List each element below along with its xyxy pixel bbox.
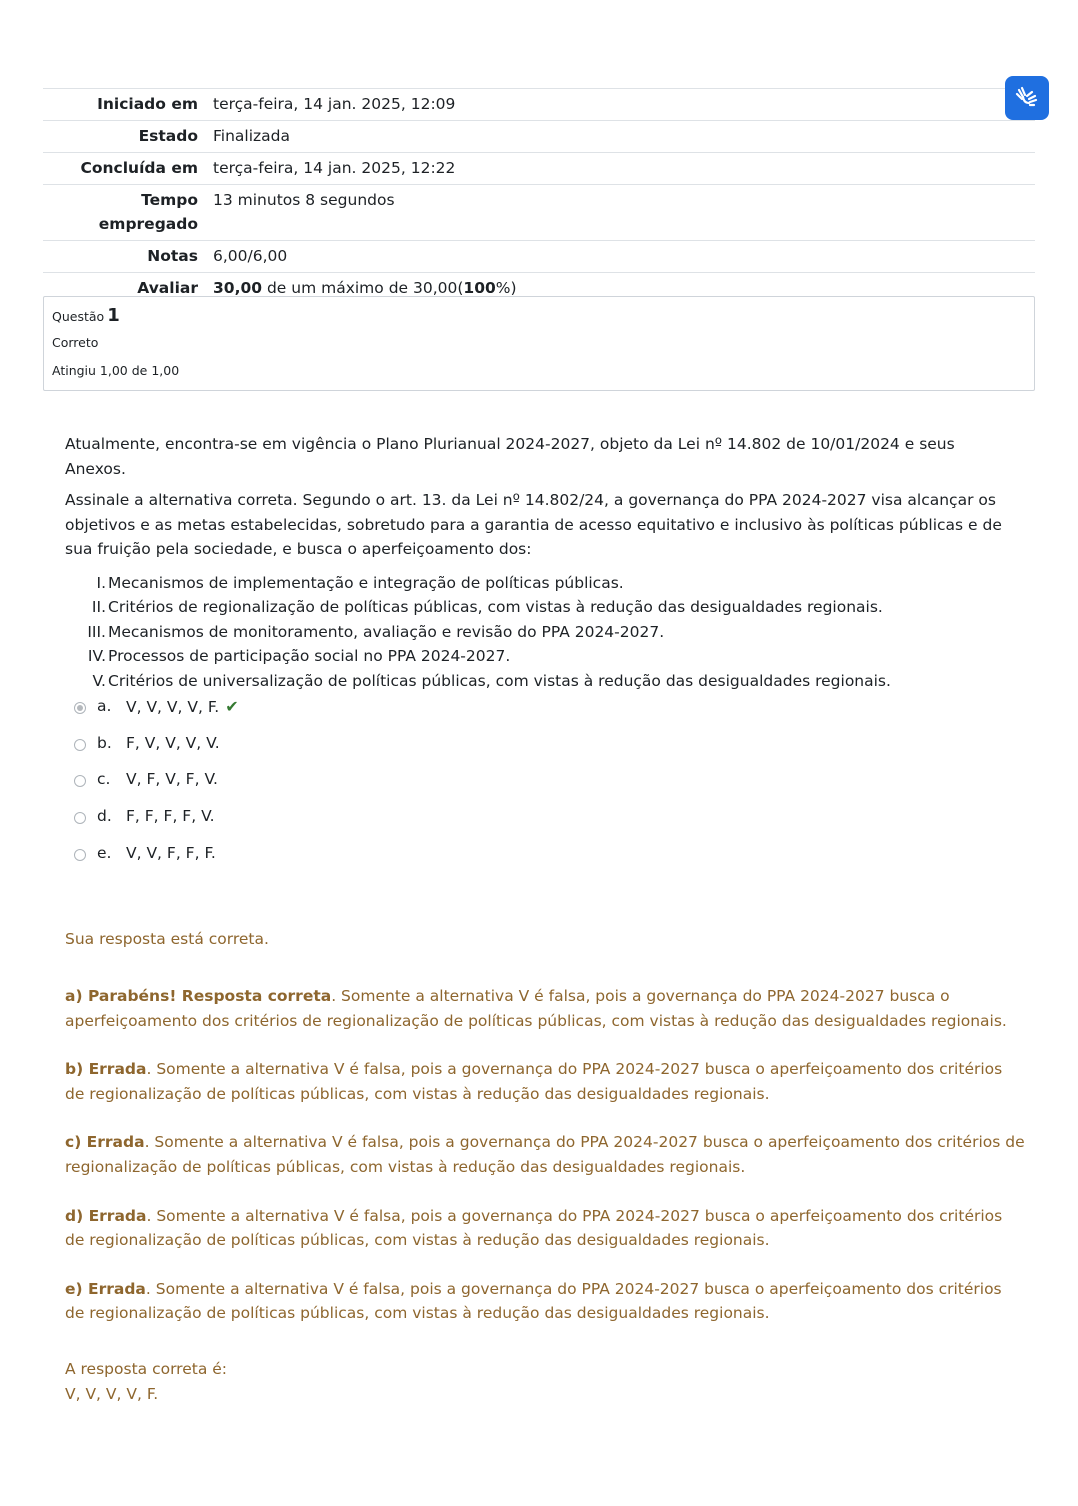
answer-letter: d.: [97, 807, 112, 826]
summary-row-time: [43, 185, 1035, 241]
statement-number: II.: [91, 598, 106, 616]
statement-item: [87, 620, 1015, 645]
answer-letter: b.: [97, 733, 112, 752]
feedback-body: . Somente a alternativa V é falsa, pois a governança do PPA 2024-2027 busca o aperfeiçoamento dos critérios de regionalização de políticas públicas, com vistas à redução das desigualdades regionais.: [65, 1133, 1025, 1176]
summary-label: Notas: [43, 241, 213, 273]
summary-label: Tempo empregado: [43, 185, 213, 241]
summary-value: terça-feira, 14 jan. 2025, 12:09: [213, 89, 1035, 121]
radio-button[interactable]: [74, 849, 86, 861]
attempt-summary-table: [43, 88, 1035, 304]
statement-text: Critérios de regionalização de políticas públicas, com vistas à redução das desigualdades regionais.: [108, 598, 883, 616]
question-prefix: Questão: [52, 309, 105, 324]
answer-text: V, V, F, F, F.: [126, 843, 216, 862]
statement-number: V.: [92, 671, 106, 690]
answer-text: F, F, F, F, V.: [126, 807, 215, 826]
feedback-head: a) Parabéns! Resposta correta: [65, 987, 332, 1006]
feedback-body: . Somente a alternativa V é falsa, pois a governança do PPA 2024-2027 busca o aperfeiçoamento dos critérios de regionalização de políticas públicas, com vistas à redução das desigualdades regionais.: [65, 1206, 1003, 1249]
statement-item: [91, 595, 1015, 620]
summary-label: Avaliar: [43, 273, 213, 305]
feedback-explanation-e: [65, 1277, 1025, 1326]
summary-value: Finalizada: [213, 121, 1035, 153]
right-answer-label: A resposta correta é:: [65, 1360, 228, 1379]
summary-row-started: [43, 89, 1035, 121]
feedback-explanation-d: [65, 1204, 1025, 1253]
answer-option-b[interactable]: [74, 731, 220, 768]
question-prompt: Assinale a alternativa correta. Segundo o art. 13. da Lei nº 14.802/24, a governança do PPA 2024-2027 visa alcançar os objetivos e as metas estabelecidas, sobretudo para a garantia de acesso equitativo e inclusivo às políticas públicas e de sua fruição pela sociedade, e busca o aperfeiçoamento dos:: [65, 491, 1002, 558]
answer-letter: e.: [97, 843, 112, 862]
statement-text: Processos de participação social no PPA 2024-2027.: [108, 647, 511, 665]
radio-button[interactable]: [74, 775, 86, 787]
question-mark: Atingiu 1,00 de 1,00: [52, 363, 180, 378]
radio-button[interactable]: [74, 812, 86, 824]
statement-item: [96, 571, 1015, 596]
grade-suffix: %): [495, 279, 517, 297]
feedback-body: . Somente a alternativa V é falsa, pois a governança do PPA 2024-2027 busca o aperfeiçoamento dos critérios de regionalização de políticas públicas, com vistas à redução das desigualdades regionais.: [65, 987, 1007, 1030]
question-intro: Atualmente, encontra-se em vigência o Plano Plurianual 2024-2027, objeto da Lei nº 14.802 de 10/01/2024 e seus Anexos.: [65, 435, 955, 478]
summary-value: 6,00/6,00: [213, 241, 1035, 273]
feedback-explanation-a: [65, 984, 1025, 1033]
statement-text: Critérios de universalização de políticas públicas, com vistas à redução das desigualdades regionais.: [108, 671, 891, 690]
vlibras-button[interactable]: [1005, 76, 1049, 120]
grade-middle: de um máximo de 30,00(: [262, 279, 464, 297]
feedback-head: d) Errada: [65, 1206, 147, 1225]
radio-button-selected[interactable]: [74, 702, 86, 714]
grade-percent: 100: [463, 279, 496, 297]
feedback-panel: [65, 927, 1025, 1406]
summary-row-marks: [43, 241, 1035, 273]
feedback-explanation-c: [65, 1130, 1025, 1179]
answer-options: [74, 694, 239, 877]
summary-value: terça-feira, 14 jan. 2025, 12:22: [213, 153, 1035, 185]
statement-text: Mecanismos de implementação e integração de políticas públicas.: [108, 573, 624, 592]
summary-row-state: [43, 121, 1035, 153]
statement-item: [87, 644, 1015, 669]
answer-option-c[interactable]: [74, 767, 218, 804]
question-text: [65, 432, 1015, 693]
right-answer-value: V, V, V, V, F.: [65, 1384, 159, 1403]
answer-text: V, F, V, F, V.: [126, 770, 218, 789]
feedback-head: b) Errada: [65, 1060, 147, 1079]
summary-label: Concluída em: [43, 153, 213, 185]
feedback-body: . Somente a alternativa V é falsa, pois a governança do PPA 2024-2027 busca o aperfeiçoamento dos critérios de regionalização de políticas públicas, com vistas à redução das desigualdades regionais.: [65, 1060, 1003, 1103]
answer-option-a[interactable]: [74, 694, 239, 731]
answer-letter: a.: [97, 697, 112, 715]
feedback-head: c) Errada: [65, 1133, 145, 1152]
feedback-head: e) Errada: [65, 1279, 146, 1298]
summary-label: Estado: [43, 121, 213, 153]
answer-option-e[interactable]: [74, 841, 216, 878]
statement-text: Mecanismos de monitoramento, avaliação e revisão do PPA 2024-2027.: [108, 622, 665, 641]
question-number-value: 1: [107, 305, 120, 326]
answer-text: [126, 697, 239, 716]
feedback-status: Sua resposta está correta.: [65, 930, 269, 948]
check-icon: ✔: [225, 697, 239, 716]
statement-number: IV.: [87, 647, 106, 665]
feedback-explanation-b: [65, 1057, 1025, 1106]
summary-value: 13 minutos 8 segundos: [213, 185, 1035, 241]
question-state: Correto: [52, 335, 99, 350]
feedback-body: . Somente a alternativa V é falsa, pois a governança do PPA 2024-2027 busca o aperfeiçoamento dos critérios de regionalização de políticas públicas, com vistas à redução das desigualdades regionais.: [65, 1279, 1002, 1322]
radio-button[interactable]: [74, 739, 86, 751]
answer-letter: c.: [97, 770, 111, 789]
summary-label: Iniciado em: [43, 89, 213, 121]
statement-number: III.: [87, 622, 106, 641]
question-number: [52, 305, 120, 326]
answer-option-d[interactable]: [74, 804, 215, 841]
summary-row-completed: [43, 153, 1035, 185]
answer-text: F, V, V, V, V.: [126, 733, 220, 752]
statement-number: I.: [96, 573, 106, 592]
statement-item: [92, 669, 1015, 694]
statement-list: [65, 571, 1015, 694]
grade-score: 30,00: [213, 279, 263, 297]
question-info-box: [43, 296, 1035, 391]
hands-sign-language-icon: [1013, 84, 1041, 112]
answer-text-value: V, V, V, V, F.: [126, 698, 220, 716]
